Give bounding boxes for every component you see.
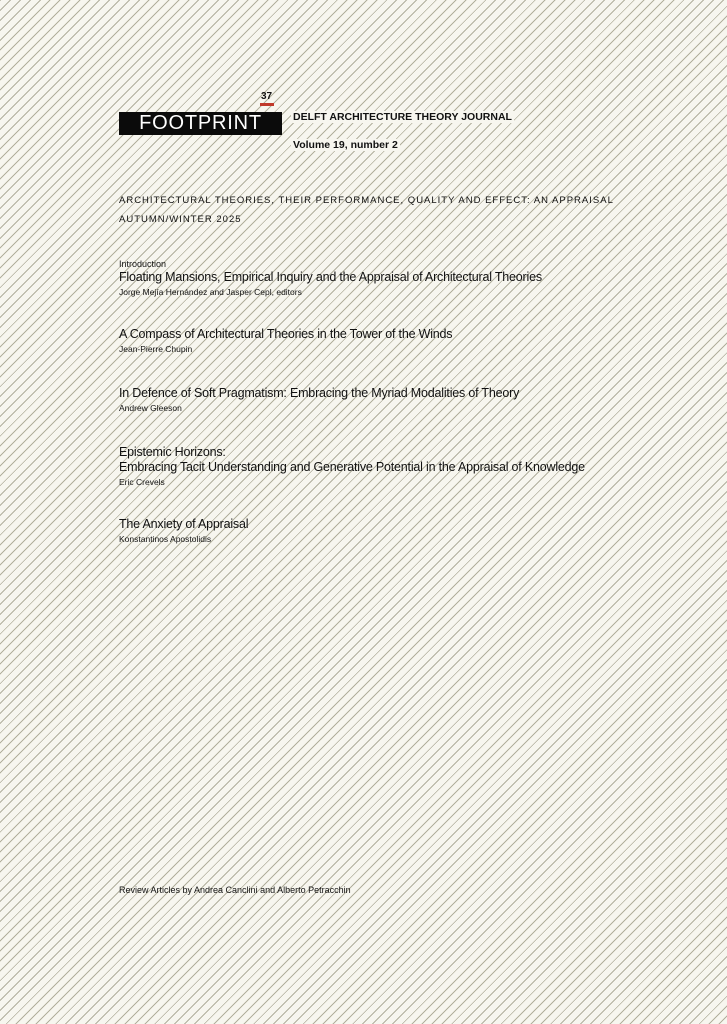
theme-title: ARCHITECTURAL THEORIES, THEIR PERFORMANCE, QUALITY AND EFFECT: AN APPRAISAL bbox=[119, 195, 614, 206]
issue-number: 37 bbox=[261, 91, 273, 102]
issue-accent-bar bbox=[260, 103, 274, 106]
entry-title: A Compass of Architectural Theories in the Tower of the Winds bbox=[119, 327, 453, 341]
toc-entry-epistemic-horizons bbox=[119, 445, 699, 488]
entry-title-line-2: Embracing Tacit Understanding and Generative Potential in the Appraisal of Knowledge bbox=[119, 460, 585, 474]
toc-entry-soft-pragmatism bbox=[119, 386, 699, 414]
entry-title: In Defence of Soft Pragmatism: Embracing the Myriad Modalities of Theory bbox=[119, 386, 520, 400]
entry-author: Jorge Mejía Hernández and Jasper Cepl, editors bbox=[119, 287, 302, 297]
theme-season: AUTUMN/WINTER 2025 bbox=[119, 214, 242, 225]
issue-theme bbox=[119, 191, 614, 229]
journal-logo: FOOTPRINT bbox=[119, 112, 282, 135]
volume-number: Volume 19, number 2 bbox=[293, 139, 398, 151]
review-articles-note: Review Articles by Andrea Canclini and Alberto Petracchin bbox=[119, 885, 351, 895]
entry-title-line-1: Epistemic Horizons: bbox=[119, 445, 226, 459]
entry-title: The Anxiety of Appraisal bbox=[119, 517, 249, 531]
toc-entry-anxiety bbox=[119, 517, 699, 545]
entry-author: Konstantinos Apostolidis bbox=[119, 534, 212, 544]
entry-title: Floating Mansions, Empirical Inquiry and the Appraisal of Architectural Theories bbox=[119, 270, 542, 284]
toc-entry-introduction bbox=[119, 258, 699, 298]
entry-author: Jean-Pierre Chupin bbox=[119, 344, 193, 354]
journal-name: DELFT ARCHITECTURE THEORY JOURNAL bbox=[293, 111, 512, 123]
entry-author: Eric Crevels bbox=[119, 477, 165, 487]
entry-kicker: Introduction bbox=[119, 259, 167, 269]
entry-author: Andrew Gleeson bbox=[119, 403, 182, 413]
toc-entry-compass bbox=[119, 327, 699, 355]
